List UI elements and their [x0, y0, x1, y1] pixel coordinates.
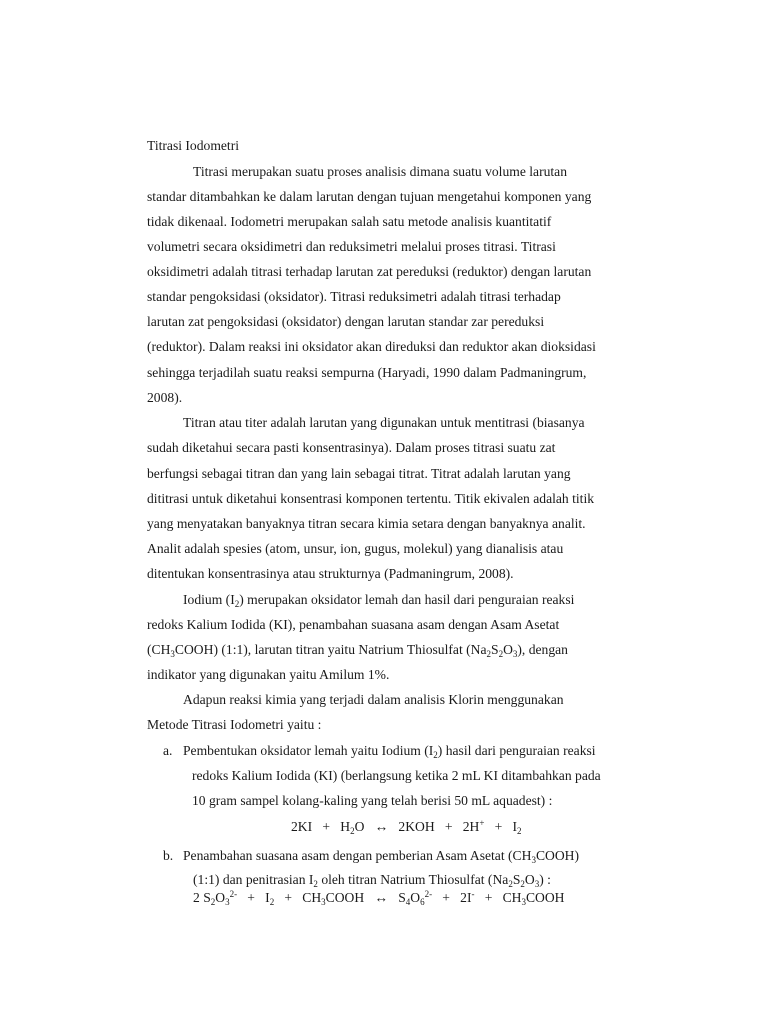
paragraph-line: Iodium $(I_2)$ merupakan oksidator lemah dan hasil dari penguraian reaksi: [183, 592, 575, 609]
paragraph-line: indikator yang digunakan yaitu Amilum 1%.: [147, 667, 390, 682]
list-line: (1:1) dan penitrasian $I_2$ oleh titran Natrium Thiosulfat $(Na_2S_2O_3)$ :: [193, 872, 551, 889]
paragraph-line: sudah diketahui secara pasti konsentrasinya). Dalam proses titrasi suatu zat: [147, 440, 556, 455]
paragraph-line: standar pengoksidasi (oksidator). Titrasi reduksimetri adalah titrasi terhadap: [147, 289, 561, 304]
paragraph-line: 2008).: [147, 390, 183, 405]
paragraph-line: Titran atau titer adalah larutan yang digunakan untuk mentitrasi (biasanya: [183, 415, 585, 430]
paragraph-line: (reduktor). Dalam reaksi ini oksidator akan direduksi dan reduktor akan dioksidasi: [147, 339, 596, 354]
paragraph-line: Analit adalah spesies (atom, unsur, ion, gugus, molekul) yang dianalisis atau: [147, 541, 564, 556]
paragraph-line: yang menyatakan banyaknya titran secara kimia setara dengan banyaknya analit.: [147, 516, 586, 531]
paragraph-line: larutan zat pengoksidasi (oksidator) dengan larutan standar zar pereduksi: [147, 314, 545, 329]
paragraph-line: standar ditambahkan ke dalam larutan dengan tujuan mengetahui komponen yang: [147, 189, 592, 204]
paragraph-line: Titrasi merupakan suatu proses analisis dimana suatu volume larutan: [193, 164, 568, 179]
list-line: 10 gram sampel kolang-kaling yang telah berisi 50 mL aquadest) :: [192, 793, 553, 808]
paragraph-line: $(CH_3COOH)$ (1:1), larutan titran yaitu Natrium Thiosulfat $(Na_2S_2O_3)$, dengan: [147, 642, 568, 659]
paragraph-line: ditentukan konsentrasinya atau strukturnya (Padmaningrum, 2008).: [147, 566, 514, 581]
list-marker: b.: [163, 848, 174, 863]
paragraph-line: dititrasi untuk diketahui konsentrasi komponen tertentu. Titik ekivalen adalah titik: [147, 491, 595, 506]
paragraph-line: Adapun reaksi kimia yang terjadi dalam analisis Klorin menggunakan: [183, 692, 564, 707]
list-line: Penambahan suasana asam dengan pemberian Asam Asetat $(CH_3COOH)$: [183, 848, 579, 865]
list-line: redoks Kalium Iodida (KI) (berlangsung ketika 2 mL KI ditambahkan pada: [192, 768, 601, 783]
paragraph-line: berfungsi sebagai titran dan yang lain sebagai titrat. Titrat adalah larutan yang: [147, 466, 571, 481]
paragraph-line: tidak dikenaal. Iodometri merupakan salah satu metode analisis kuantitatif: [147, 214, 552, 229]
paragraph-line: oksidimetri adalah titrasi terhadap larutan zat pereduksi (reduktor) dengan larutan: [147, 264, 592, 279]
equation-b: 2 $S_2O_3^{2-}$ + $I_2$ + $CH_3COOH$ ↔ $S_4O_6^{2-}$ + 2I- + $CH_3COOH$: [193, 889, 565, 907]
list-marker: a.: [163, 743, 173, 758]
paragraph-line: sehingga terjadilah suatu reaksi sempurna (Haryadi, 1990 dalam Padmaningrum,: [147, 365, 587, 380]
equation-a: 2KI + $H_2O$ ↔ 2KOH + 2H+ + $I_2$: [291, 818, 522, 836]
list-line: Pembentukan oksidator lemah yaitu Iodium $(I_2)$ hasil dari penguraian reaksi: [183, 743, 596, 760]
document-title: Titrasi Iodometri: [147, 138, 240, 153]
paragraph-line: Metode Titrasi Iodometri yaitu :: [147, 717, 322, 732]
paragraph-line: volumetri secara oksidimetri dan reduksimetri melalui proses titrasi. Titrasi: [147, 239, 556, 254]
paragraph-line: redoks Kalium Iodida (KI), penambahan suasana asam dengan Asam Asetat: [147, 617, 560, 632]
